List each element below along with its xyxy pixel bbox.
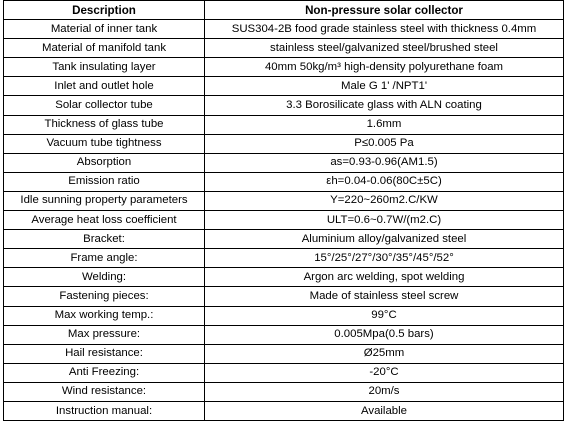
row-label: Idle sunning property parameters xyxy=(4,191,205,210)
table-row xyxy=(4,153,564,172)
row-label: Welding: xyxy=(4,268,205,287)
header-value: Non-pressure solar collector xyxy=(205,1,564,20)
row-label: Frame angle: xyxy=(4,249,205,268)
table-row xyxy=(4,306,564,325)
row-value: SUS304-2B food grade stainless steel with thickness 0.4mm xyxy=(205,20,564,39)
table-row xyxy=(4,268,564,287)
row-label: Max working temp.: xyxy=(4,306,205,325)
table-row xyxy=(4,344,564,363)
row-value: 40mm 50kg/m³ high-density polyurethane foam xyxy=(205,58,564,77)
spec-table xyxy=(3,0,564,421)
row-label: Thickness of glass tube xyxy=(4,115,205,134)
row-value: Available xyxy=(205,401,564,420)
row-label: Fastening pieces: xyxy=(4,287,205,306)
row-value: P≤0.005 Pa xyxy=(205,134,564,153)
table-row xyxy=(4,230,564,249)
row-label: Emission ratio xyxy=(4,172,205,191)
row-value: εh=0.04-0.06(80C±5C) xyxy=(205,172,564,191)
row-value: Y=220~260m2.C/KW xyxy=(205,191,564,210)
table-row xyxy=(4,39,564,58)
row-label: Material of manifold tank xyxy=(4,39,205,58)
table-row xyxy=(4,249,564,268)
table-row xyxy=(4,363,564,382)
table-row xyxy=(4,401,564,420)
row-value: Aluminium alloy/galvanized steel xyxy=(205,230,564,249)
row-label: Max pressure: xyxy=(4,325,205,344)
row-label: Anti Freezing: xyxy=(4,363,205,382)
row-label: Hail resistance: xyxy=(4,344,205,363)
row-value: Ø25mm xyxy=(205,344,564,363)
header-description: Description xyxy=(4,1,205,20)
row-value: 15°/25°/27°/30°/35°/45°/52° xyxy=(205,249,564,268)
row-label: Absorption xyxy=(4,153,205,172)
row-value: ULT=0.6~0.7W/(m2.C) xyxy=(205,211,564,230)
row-value: 1.6mm xyxy=(205,115,564,134)
row-label: Wind resistance: xyxy=(4,382,205,401)
row-value: 0.005Mpa(0.5 bars) xyxy=(205,325,564,344)
row-value: -20°C xyxy=(205,363,564,382)
table-row xyxy=(4,20,564,39)
row-label: Average heat loss coefficient xyxy=(4,211,205,230)
table-row xyxy=(4,382,564,401)
row-value: as=0.93-0.96(AM1.5) xyxy=(205,153,564,172)
row-label: Bracket: xyxy=(4,230,205,249)
row-label: Tank insulating layer xyxy=(4,58,205,77)
row-value: 20m/s xyxy=(205,382,564,401)
row-label: Material of inner tank xyxy=(4,20,205,39)
row-value: Male G 1' /NPT1' xyxy=(205,77,564,96)
table-row xyxy=(4,287,564,306)
table-row xyxy=(4,58,564,77)
row-label: Inlet and outlet hole xyxy=(4,77,205,96)
spec-rows xyxy=(4,20,564,421)
row-label: Solar collector tube xyxy=(4,96,205,115)
row-value: Argon arc welding, spot welding xyxy=(205,268,564,287)
table-row xyxy=(4,191,564,210)
row-value: 3.3 Borosilicate glass with ALN coating xyxy=(205,96,564,115)
table-row xyxy=(4,172,564,191)
row-value: stainless steel/galvanized steel/brushed steel xyxy=(205,39,564,58)
row-label: Instruction manual: xyxy=(4,401,205,420)
table-row xyxy=(4,134,564,153)
table-row xyxy=(4,211,564,230)
header-row xyxy=(4,1,564,20)
table-row xyxy=(4,325,564,344)
row-value: Made of stainless steel screw xyxy=(205,287,564,306)
table-row xyxy=(4,96,564,115)
table-row xyxy=(4,77,564,96)
row-label: Vacuum tube tightness xyxy=(4,134,205,153)
row-value: 99°C xyxy=(205,306,564,325)
table-row xyxy=(4,115,564,134)
